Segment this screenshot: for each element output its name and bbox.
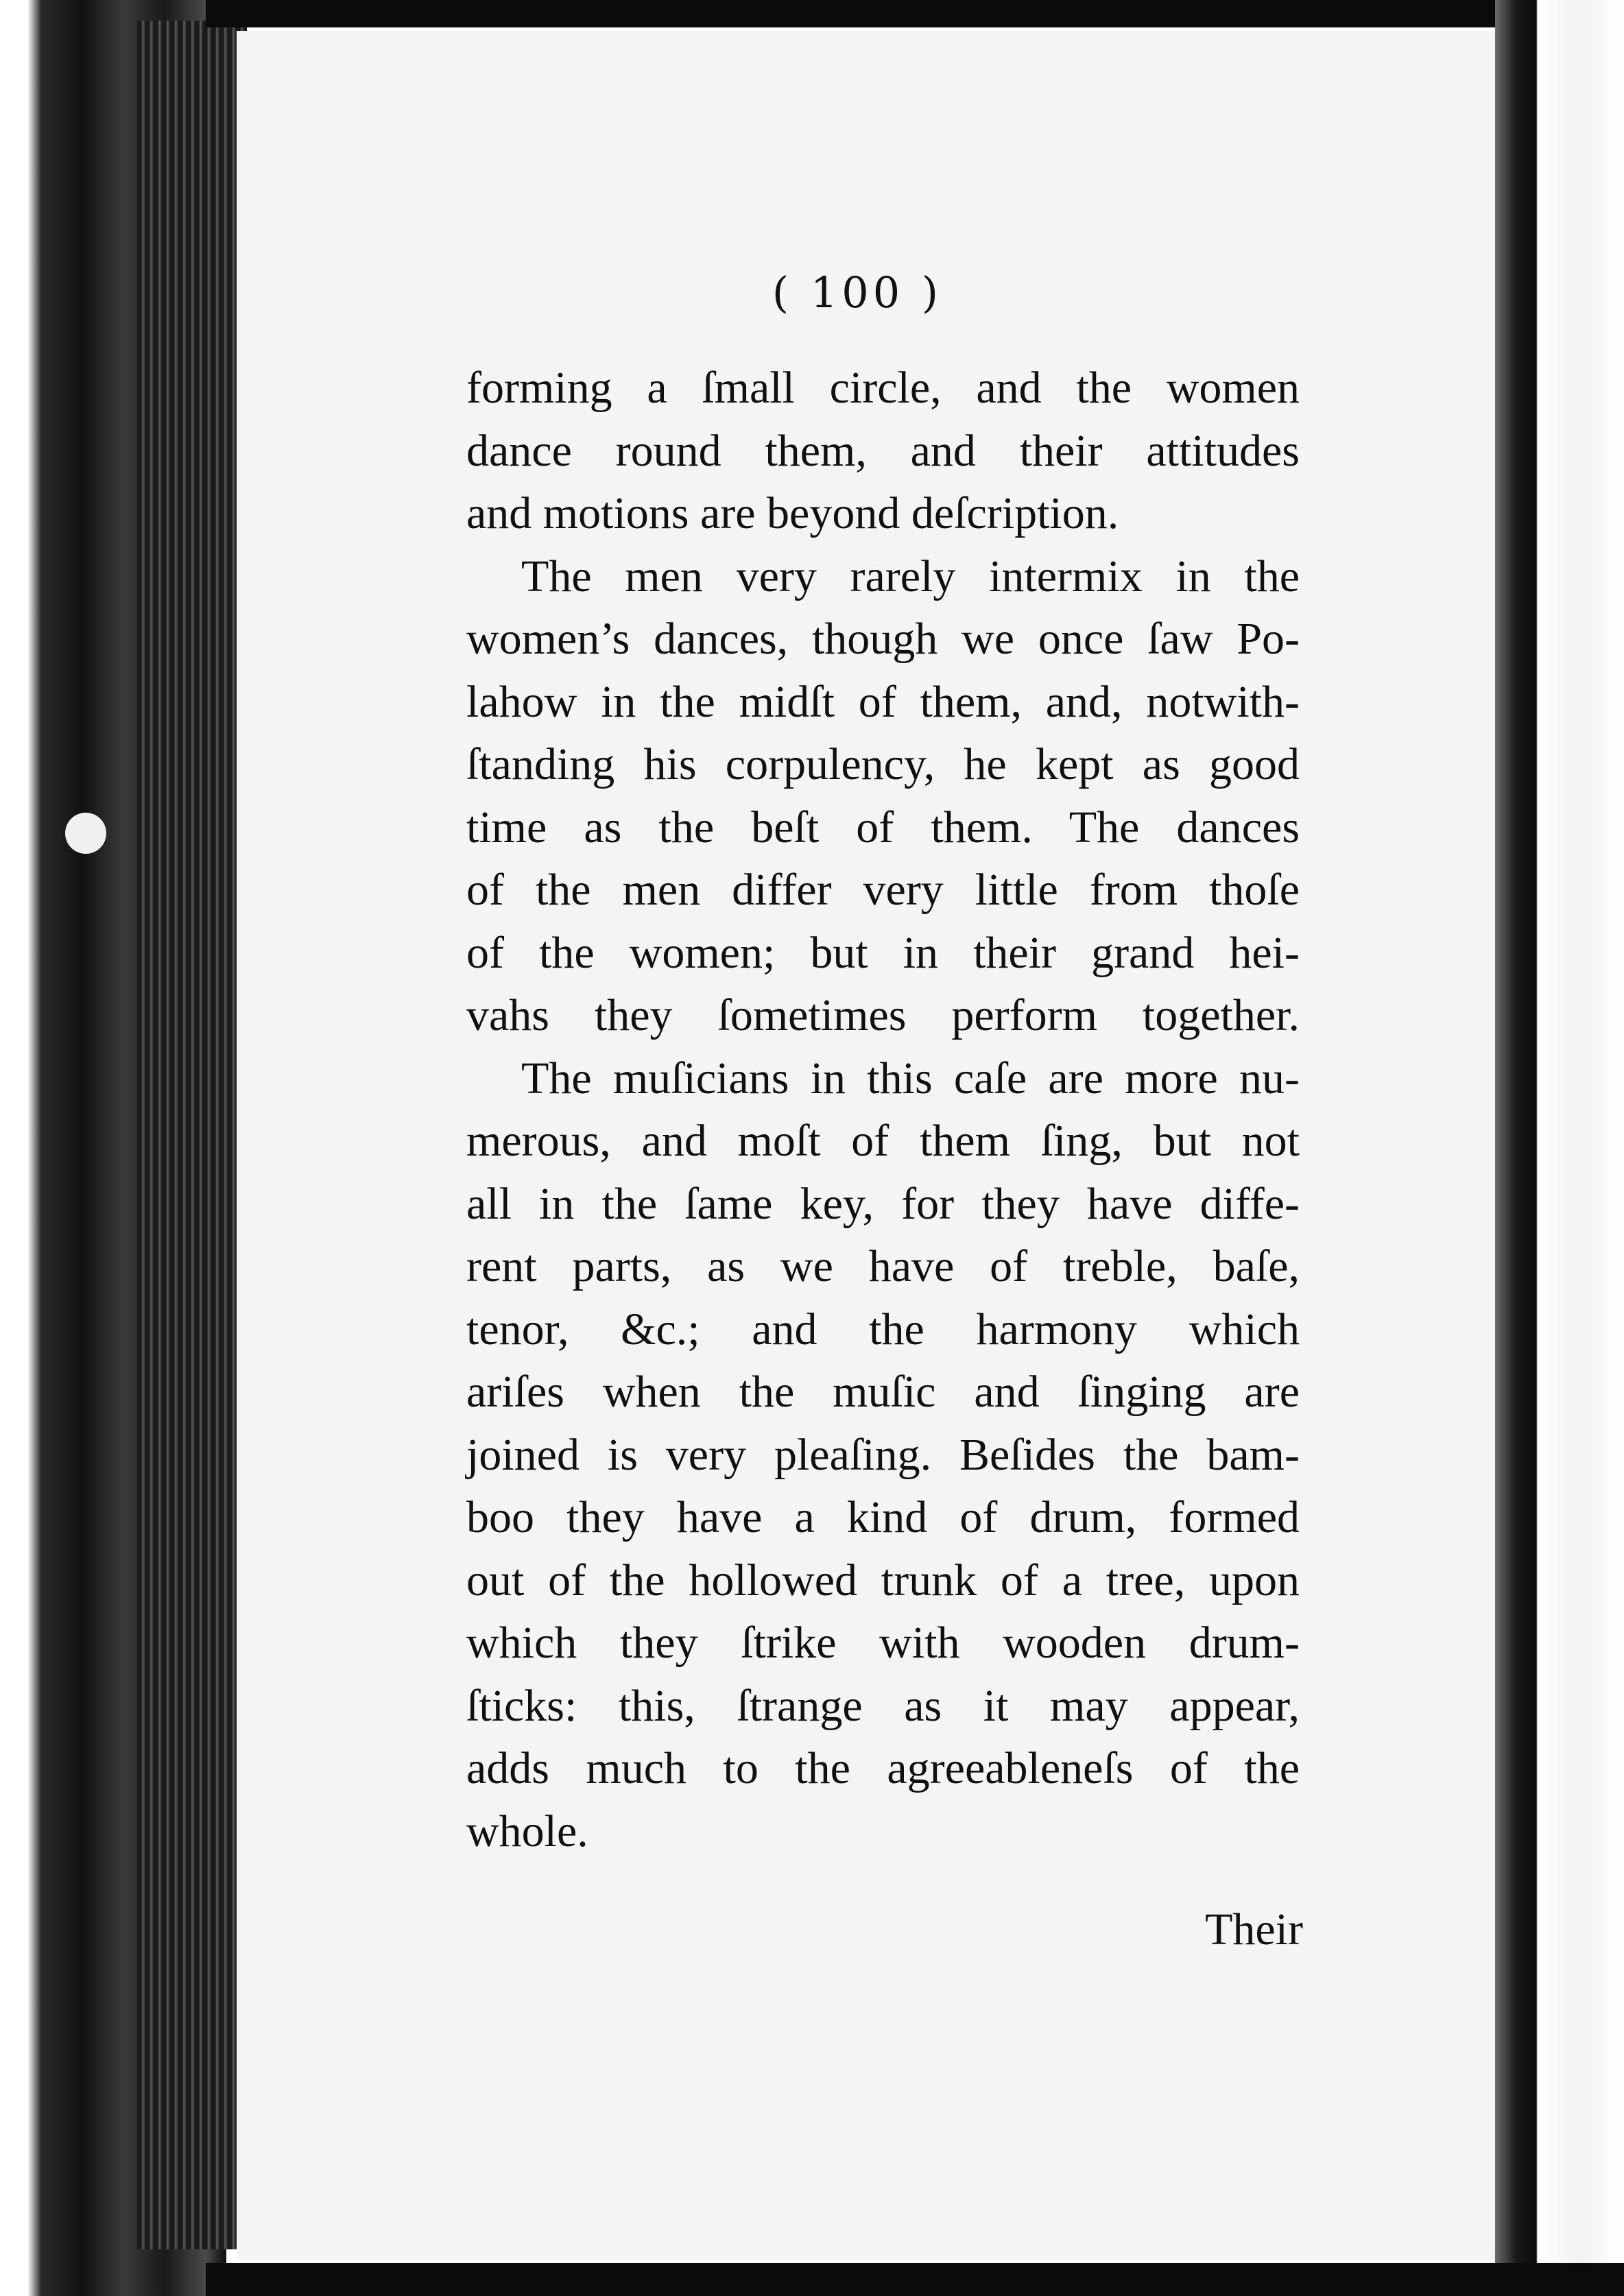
scan-right-edge	[1495, 0, 1624, 2296]
text-line: joined is very pleaſing. Beſides the bam-	[466, 1429, 1300, 1480]
text-line: whole.	[466, 1806, 588, 1856]
book-page-stack	[137, 21, 247, 2249]
text-line: ſticks: this, ſtrange as it may appear,	[466, 1680, 1300, 1731]
text-line: of the men differ very little from thoſe	[466, 865, 1300, 915]
text-line: adds much to the agreeableneſs of the	[466, 1743, 1300, 1793]
text-line: and motions are beyond deſcription.	[466, 488, 1119, 538]
text-line: women’s dances, though we once ſaw Po-	[466, 614, 1300, 664]
text-line: which they ſtrike with wooden drum-	[466, 1618, 1300, 1668]
text-line: forming a ſmall circle, and the women	[466, 363, 1300, 413]
catchword: Their	[1205, 1904, 1303, 1954]
text-line: ariſes when the muſic and ſinging are	[466, 1367, 1300, 1417]
text-line: merous, and moſt of them ſing, but not	[466, 1116, 1300, 1166]
text-line: The men very rarely intermix in the	[521, 551, 1300, 601]
text-line: boo they have a kind of drum, formed	[466, 1492, 1300, 1542]
text-line: ſtanding his corpulency, he kept as good	[466, 739, 1300, 789]
scan-bottom-edge	[206, 2263, 1624, 2296]
text-line: time as the beſt of them. The dances	[466, 802, 1300, 852]
text-line: The muſicians in this caſe are more nu-	[521, 1053, 1300, 1103]
text-line: rent parts, as we have of treble, baſe,	[466, 1241, 1300, 1291]
page-number: ( 100 )	[772, 267, 943, 318]
text-line: vahs they ſometimes perform together.	[466, 990, 1300, 1040]
paper-hole	[65, 813, 106, 854]
text-line: tenor, &c.; and the harmony which	[466, 1304, 1300, 1354]
text-line: dance round them, and their attitudes	[466, 425, 1300, 476]
body-text	[466, 357, 1300, 1863]
text-line: out of the hollowed trunk of a tree, upon	[466, 1555, 1300, 1605]
text-line: all in the ſame key, for they have diffe-	[466, 1178, 1300, 1229]
scan-top-edge	[206, 0, 1624, 27]
text-line: of the women; but in their grand hei-	[466, 927, 1300, 978]
text-line: lahow in the midſt of them, and, notwith-	[466, 676, 1300, 727]
